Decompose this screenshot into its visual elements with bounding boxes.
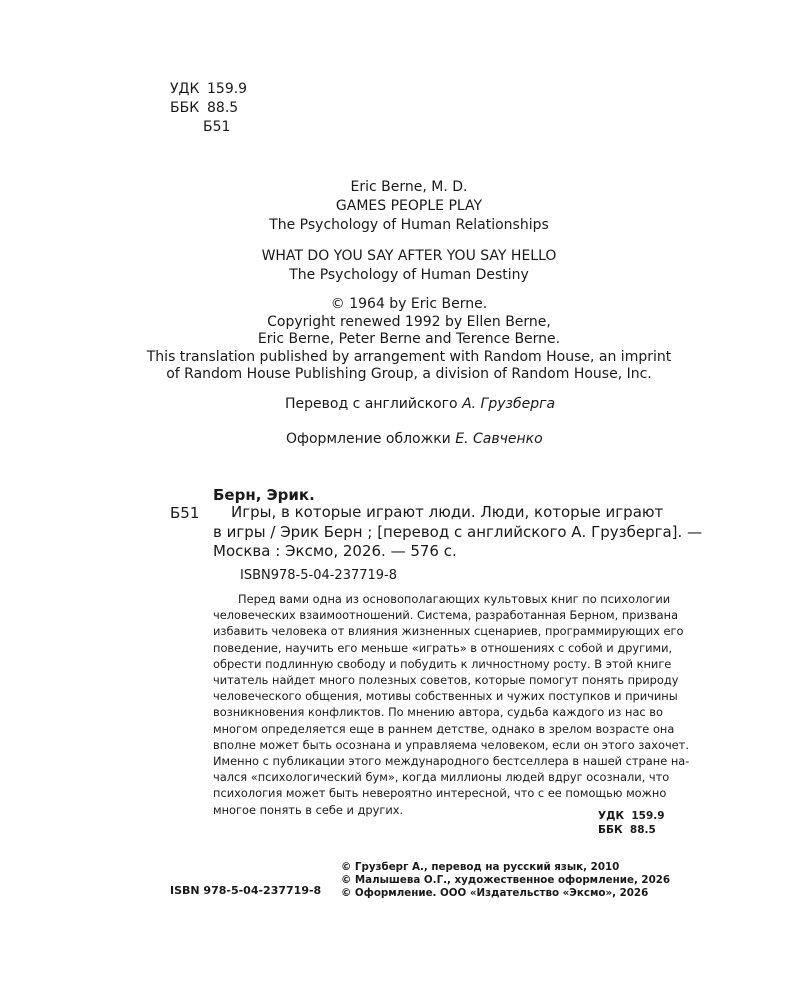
- annotation-line: возникновения конфликтов. По мнению автора, судьба каждого из нас во: [213, 705, 663, 720]
- rights-line: © Грузберг А., перевод на русский язык, 2010: [341, 861, 620, 873]
- annotation: [213, 591, 690, 818]
- description-line: Игры, в которые играют люди. Люди, которые играют: [231, 503, 664, 521]
- copyright-line: Copyright renewed 1992 by Ellen Berne,: [267, 313, 551, 330]
- original-author: Eric Berne, M. D.: [350, 179, 468, 195]
- original-title-1: GAMES PEOPLE PLAY: [335, 198, 483, 214]
- bbk-value: 88.5: [207, 100, 239, 116]
- footer-rights: [341, 861, 670, 900]
- bbk-bottom: ББК 88.5: [598, 824, 656, 836]
- footer-isbn: ISBN 978-5-04-237719-8: [170, 884, 322, 897]
- annotation-line: Именно с публикации этого международного бестселлера в нашей стране на-: [213, 754, 690, 769]
- copyright-line: of Random House Publishing Group, a division of Random House, Inc.: [166, 366, 652, 382]
- bibliographic-isbn: ISBN978-5-04-237719-8: [240, 568, 398, 583]
- translation-label: Перевод с английского: [285, 396, 458, 412]
- annotation-line: человеческих взаимоотношений. Система, разработанная Берном, призвана: [213, 608, 679, 623]
- annotation-line: чался «психологический бум», когда миллионы людей вдруг осознали, что: [213, 770, 670, 785]
- translation-credit: [285, 396, 555, 412]
- annotation-line: человеческого общения, мотивы собственных и чужих поступков и причины: [213, 689, 678, 704]
- annotation-line: Перед вами одна из основополагающих культовых книг по психологии: [238, 592, 671, 606]
- bibliographic-cutter: Б51: [170, 504, 200, 522]
- rights-line: © Малышева О.Г., художественное оформление, 2026: [341, 874, 671, 886]
- original-title-2: WHAT DO YOU SAY AFTER YOU SAY HELLO: [261, 248, 557, 264]
- description-line: в игры / Эрик Берн ; [перевод с английского А. Грузберга]. —: [213, 522, 703, 541]
- bibliographic-description: [213, 503, 703, 562]
- copyright-line: This translation published by arrangement with Random House, an imprint: [146, 348, 672, 365]
- udk-value: 159.9: [207, 81, 248, 97]
- copyright-block: [100, 296, 718, 384]
- bbk-label: ББК: [170, 100, 200, 116]
- copyright-line: Eric Berne, Peter Berne and Terence Berne.: [257, 331, 561, 347]
- original-work-block-1: [150, 178, 668, 235]
- annotation-line: обрести подлинную свободу и побудить к личностному росту. В этой книге: [213, 656, 672, 671]
- annotation-line: избавить человека от влияния жизненных сценариев, программирующих его: [213, 624, 684, 639]
- annotation-line: многом определяется еще в раннем детстве, однако в зрелом возрасте она: [213, 721, 675, 736]
- cutter-number: Б51: [203, 119, 231, 135]
- cover-design-credit: [286, 431, 543, 447]
- annotation-line: многое понять в себе и других.: [213, 802, 404, 817]
- original-subtitle-1: The Psychology of Human Relationships: [269, 217, 549, 233]
- cover-design-label: Оформление обложки: [286, 431, 451, 447]
- classification-bottom: [598, 809, 665, 837]
- bibliographic-author: Берн, Эрик.: [213, 486, 315, 504]
- description-line: Москва : Эксмо, 2026. — 576 с.: [213, 542, 457, 560]
- classification-block: [170, 80, 247, 137]
- bbk-row: [170, 99, 247, 118]
- annotation-line: вполне может быть осознана и управляема человеком, если он этого захочет.: [213, 737, 689, 752]
- original-subtitle-2: The Psychology of Human Destiny: [289, 267, 529, 283]
- udk-row: [170, 80, 247, 99]
- original-work-block-2: [150, 247, 668, 285]
- translator-name: А. Грузберга: [462, 396, 556, 412]
- annotation-line: психология может быть невероятно интересной, что с ее помощью можно: [213, 786, 667, 801]
- udk-bottom: УДК 159.9: [598, 810, 665, 822]
- rights-line: © Оформление. ООО «Издательство «Эксмо», 2026: [341, 887, 649, 899]
- copyright-line: © 1964 by Eric Berne.: [330, 296, 488, 312]
- udk-label: УДК: [170, 81, 200, 97]
- cover-designer-name: Е. Савченко: [455, 431, 543, 447]
- annotation-line: поведение, научить его меньше «играть» в отношениях с собой и другими,: [213, 640, 673, 655]
- annotation-line: читатель найдет много полезных советов, которые помогут понять природу: [213, 673, 679, 688]
